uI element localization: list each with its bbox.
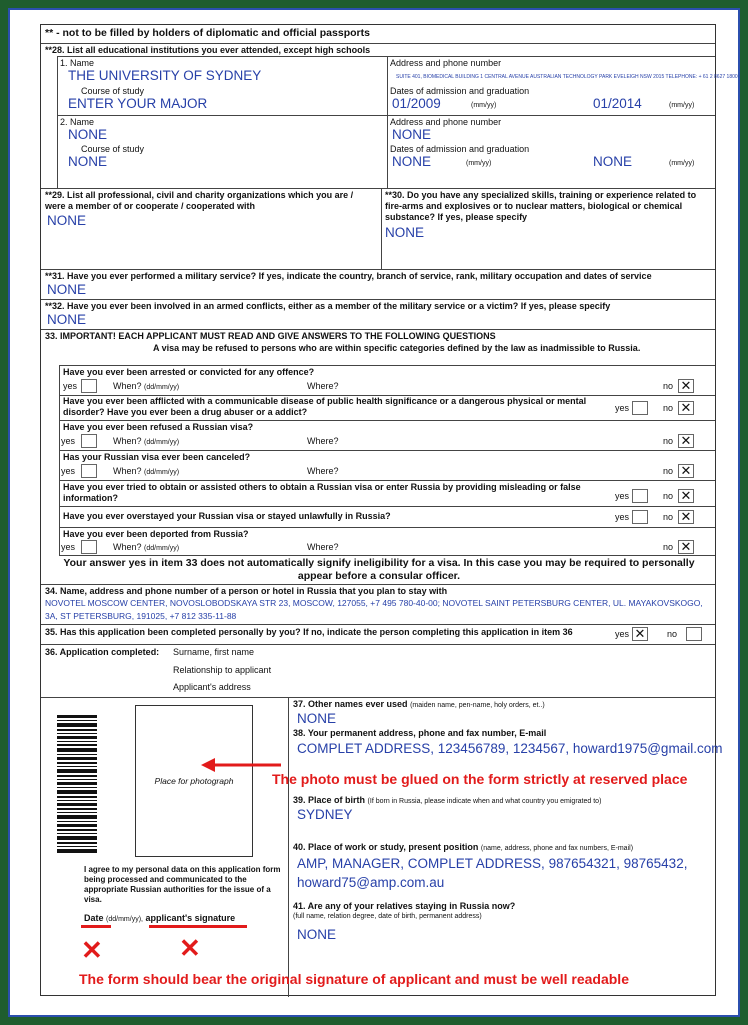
q33-subtitle: A visa may be refused to persons who are within specific categories defined by the law as inadmissible to Russia. bbox=[153, 343, 641, 353]
q40-value-line2[interactable]: howard75@amp.com.au bbox=[297, 875, 445, 890]
q33-q4: Has your Russian visa ever been canceled? bbox=[63, 452, 251, 462]
q28-date1-from-hint: (mm/yy) bbox=[471, 102, 497, 109]
q33-q7: Have you ever been deported from Russia? bbox=[63, 529, 249, 539]
q33-q2-no-checkbox[interactable]: ✕ bbox=[678, 401, 694, 415]
q28-date2-to-hint: (mm/yy) bbox=[669, 160, 695, 167]
barcode-image bbox=[57, 715, 97, 853]
q29-value[interactable]: NONE bbox=[47, 213, 87, 228]
header-note: ** - not to be filled by holders of diplomatic and official passports bbox=[45, 27, 370, 39]
q41-title: 41. Are any of your relatives staying in Russia now? bbox=[293, 901, 516, 911]
q33-note: Your answer yes in item 33 does not automatically signify ineligibility for a visa. In this case you may be required to personally appear before a consular officer. bbox=[63, 557, 695, 582]
q33-q6-no-checkbox[interactable]: ✕ bbox=[678, 510, 694, 524]
signature-label: applicant's signature bbox=[145, 913, 236, 923]
q35-no-checkbox[interactable] bbox=[686, 627, 702, 641]
q33-q5: Have you ever tried to obtain or assisted others to obtain a Russian visa or enter Russia by providing misleading or false information? bbox=[63, 482, 581, 503]
q33-q4-no-checkbox[interactable]: ✕ bbox=[678, 464, 694, 478]
q35-title: 35. Has this application been completed personally by you? If no, indicate the person completing this application in item 36 bbox=[45, 627, 573, 637]
q33-q3: Have you ever been refused a Russian visa? bbox=[63, 422, 254, 432]
q34-title: 34. Name, address and phone number of a person or hotel in Russia that you plan to stay with bbox=[45, 586, 448, 596]
date-hint: (dd/mm/yy), bbox=[106, 916, 143, 923]
q37-value[interactable]: NONE bbox=[297, 711, 337, 726]
q41-value[interactable]: NONE bbox=[297, 927, 337, 942]
q33-q3-yes-checkbox[interactable] bbox=[81, 434, 97, 448]
signature-cross-icon: ✕ bbox=[179, 933, 201, 963]
q39-title: 39. Place of birth bbox=[293, 795, 366, 805]
q28-course2-label: Course of study bbox=[81, 144, 145, 154]
q33-q5-yes-checkbox[interactable] bbox=[632, 489, 648, 503]
q33-q7-where-label: Where? bbox=[307, 542, 339, 552]
q32-value[interactable]: NONE bbox=[47, 312, 87, 327]
q30-value[interactable]: NONE bbox=[385, 225, 425, 240]
q33-q4-yes-label: yes bbox=[61, 466, 76, 476]
q28-name1-label: 1. Name bbox=[60, 58, 95, 68]
q28-address1-value[interactable]: SUITE 401, BIOMEDICAL BUILDING 1 CENTRAL AVENUE AUSTRALIAN TECHNOLOGY PARK EVELEIGH NSW 2015 TELEPHONE: + 61 2 8627 1800 bbox=[396, 74, 738, 80]
q36-relationship-label: Relationship to applicant bbox=[173, 665, 272, 675]
q33-q5-no-label: no bbox=[663, 491, 674, 501]
photo-label: Place for photograph bbox=[154, 776, 234, 786]
q28-date2-from[interactable]: NONE bbox=[392, 154, 432, 169]
q37-title: 37. Other names ever used bbox=[293, 699, 408, 709]
q33-q4-when-hint: (dd/mm/yy) bbox=[144, 469, 180, 476]
q33-q3-when-label: When? bbox=[113, 436, 142, 446]
q33-q7-yes-label: yes bbox=[61, 542, 76, 552]
q33-q7-yes-checkbox[interactable] bbox=[81, 540, 97, 554]
q33-title: 33. IMPORTANT! EACH APPLICANT MUST READ AND GIVE ANSWERS TO THE FOLLOWING QUESTIONS bbox=[45, 331, 496, 341]
q33-q6-yes-checkbox[interactable] bbox=[632, 510, 648, 524]
q33-q7-no-label: no bbox=[663, 542, 674, 552]
q40-value-line1[interactable]: AMP, MANAGER, COMPLET ADDRESS, 987654321, 98765432, bbox=[297, 856, 688, 871]
q39-value[interactable]: SYDNEY bbox=[297, 807, 353, 822]
q34-value[interactable]: NOVOTEL MOSCOW CENTER, NOVOSLOBODSKAYA STR 23, MOSCOW, 127055, +7 495 780-40-00; NOVOTEL SAINT PETERSBURG CENTER, UL. MAYAKOVSKOGO, 3A, ST PETERSBURG, 191025, +7 812 335-11-88 bbox=[45, 598, 703, 621]
q36-surname-label: Surname, first name bbox=[173, 647, 255, 657]
q35-yes-checkbox[interactable]: ✕ bbox=[632, 627, 648, 641]
annotation-signature: The form should bear the original signature of applicant and must be well readable bbox=[79, 971, 629, 987]
q33-q1-no-label: no bbox=[663, 381, 674, 391]
q28-course1-label: Course of study bbox=[81, 86, 145, 96]
q28-date2-to[interactable]: NONE bbox=[593, 154, 633, 169]
q33-q4-when-label: When? bbox=[113, 466, 142, 476]
annotation-photo: The photo must be glued on the form strictly at reserved place bbox=[272, 771, 688, 787]
q33-q7-no-checkbox[interactable]: ✕ bbox=[678, 540, 694, 554]
q33-q3-yes-label: yes bbox=[61, 436, 76, 446]
q33-q4-no-label: no bbox=[663, 466, 674, 476]
q28-date1-from[interactable]: 01/2009 bbox=[392, 96, 441, 111]
q31-value[interactable]: NONE bbox=[47, 282, 87, 297]
date-cross-icon: ✕ bbox=[81, 935, 103, 965]
q33-q2-no-label: no bbox=[663, 403, 674, 413]
signature-underline bbox=[149, 925, 247, 928]
arrow-left-icon bbox=[201, 755, 281, 775]
q41-hint: (full name, relation degree, date of birth, permanent address) bbox=[293, 913, 482, 920]
date-underline bbox=[81, 925, 111, 928]
q28-dates1-label: Dates of admission and graduation bbox=[390, 86, 530, 96]
q28-name2-value[interactable]: NONE bbox=[68, 127, 108, 142]
q33-q1-yes-checkbox[interactable] bbox=[81, 379, 97, 393]
q33-q6: Have you ever overstayed your Russian visa or stayed unlawfully in Russia? bbox=[63, 511, 391, 521]
visa-form bbox=[40, 24, 738, 996]
q30-title: **30. Do you have any specialized skills, training or experience related to fire-arms and explosives or to nuclear matters, biological or chemical substance? If yes, please specify bbox=[385, 190, 697, 222]
q31-title: **31. Have you ever performed a military service? If yes, indicate the country, branch of service, rank, military occupation and dates of service bbox=[45, 271, 652, 281]
q40-title: 40. Place of work or study, present position bbox=[293, 842, 479, 852]
page-frame bbox=[8, 8, 740, 1017]
q40-hint: (name, address, phone and fax numbers, E-mail) bbox=[480, 845, 634, 852]
q33-q3-no-label: no bbox=[663, 436, 674, 446]
q33-q1-yes-label: yes bbox=[63, 381, 78, 391]
q38-title: 38. Your permanent address, phone and fax number, E-mail bbox=[293, 728, 547, 738]
q33-q6-yes-label: yes bbox=[615, 512, 630, 522]
q35-yes-label: yes bbox=[615, 629, 630, 639]
q28-title: **28. List all educational institutions you ever attended, except high schools bbox=[45, 45, 371, 55]
q33-q1-where-label: Where? bbox=[307, 381, 339, 391]
q33-q4-where-label: Where? bbox=[307, 466, 339, 476]
q28-name1-value[interactable]: THE UNIVERSITY OF SYDNEY bbox=[68, 68, 262, 83]
q38-value[interactable]: COMPLET ADDRESS, 123456789, 1234567, howard1975@gmail.com bbox=[297, 741, 723, 756]
q33-q6-no-label: no bbox=[663, 512, 674, 522]
q35-no-label: no bbox=[667, 629, 678, 639]
q36-address-label: Applicant's address bbox=[173, 682, 251, 692]
consent-text: I agree to my personal data on this application form being processed and communicated to the appropriate Russian authorities for the issue of a visa. bbox=[84, 865, 281, 904]
q33-q3-when-hint: (dd/mm/yy) bbox=[144, 439, 180, 446]
q36-title: 36. Application completed: bbox=[45, 647, 160, 657]
photo-placeholder[interactable] bbox=[135, 705, 253, 857]
q33-q2: Have you ever been afflicted with a communicable disease of public health significance or a dangerous physical or mental disorder? Have you ever been a drug abuser or a addict? bbox=[63, 396, 587, 417]
q33-q2-yes-checkbox[interactable] bbox=[632, 401, 648, 415]
q33-q7-when-label: When? bbox=[113, 542, 142, 552]
q28-name2-label: 2. Name bbox=[60, 117, 95, 127]
q33-q1-no-checkbox[interactable]: ✕ bbox=[678, 379, 694, 393]
q28-date1-to-hint: (mm/yy) bbox=[669, 102, 695, 109]
q29-title: **29. List all professional, civil and charity organizations which you are / were a member of or cooperate / cooperated with bbox=[45, 190, 354, 211]
q33-q1-when-label: When? bbox=[113, 381, 142, 391]
q33-q4-yes-checkbox[interactable] bbox=[81, 464, 97, 478]
q33-q3-no-checkbox[interactable]: ✕ bbox=[678, 434, 694, 448]
q28-address2-value[interactable]: NONE bbox=[392, 127, 432, 142]
q28-date1-to[interactable]: 01/2014 bbox=[593, 96, 642, 111]
q28-address2-label: Address and phone number bbox=[390, 117, 502, 127]
q28-address1-label: Address and phone number bbox=[390, 58, 502, 68]
q33-q1: Have you ever been arrested or convicted for any offence? bbox=[63, 367, 315, 377]
q33-q1-when-hint: (dd/mm/yy) bbox=[144, 384, 180, 391]
date-label: Date bbox=[84, 913, 104, 923]
q28-course1-value[interactable]: ENTER YOUR MAJOR bbox=[68, 96, 208, 111]
q33-q5-no-checkbox[interactable]: ✕ bbox=[678, 489, 694, 503]
q33-q2-yes-label: yes bbox=[615, 403, 630, 413]
q39-hint: (If born in Russia, please indicate when and what country you emigrated to) bbox=[367, 798, 602, 805]
q37-hint: (maiden name, pen-name, holy orders, et..) bbox=[410, 702, 545, 709]
q28-date2-from-hint: (mm/yy) bbox=[466, 160, 492, 167]
q33-q7-when-hint: (dd/mm/yy) bbox=[144, 545, 180, 552]
q33-q5-yes-label: yes bbox=[615, 491, 630, 501]
q28-dates2-label: Dates of admission and graduation bbox=[390, 144, 530, 154]
q33-q3-where-label: Where? bbox=[307, 436, 339, 446]
q28-course2-value[interactable]: NONE bbox=[68, 154, 108, 169]
q32-title: **32. Have you ever been involved in an armed conflicts, either as a member of the military service or a victim? If yes, please specify bbox=[45, 301, 611, 311]
